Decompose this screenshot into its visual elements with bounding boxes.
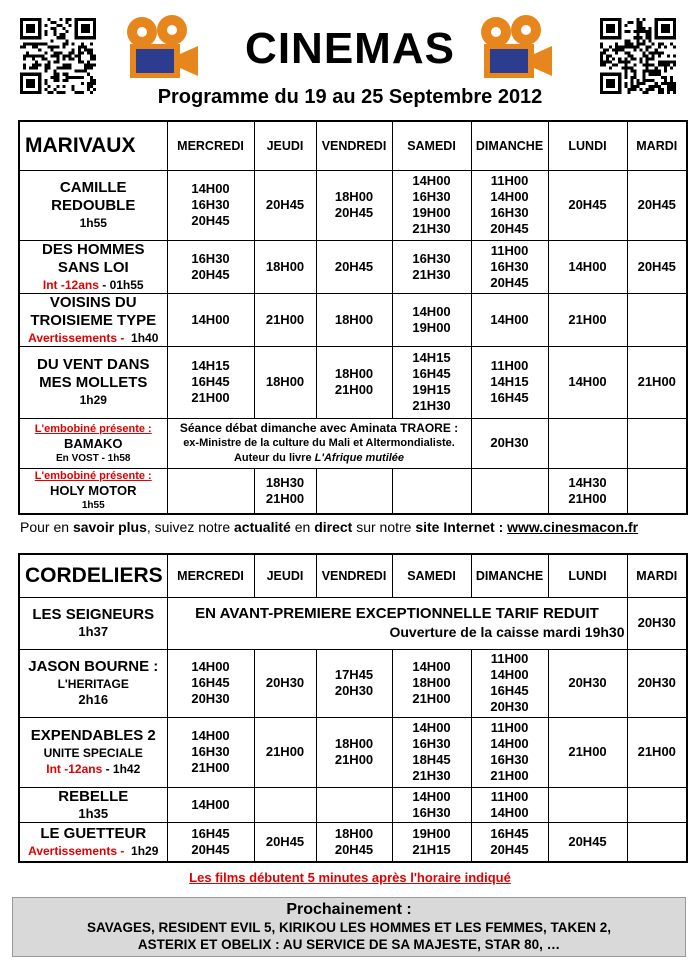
showtime-cell [471,468,548,514]
showtime-cell: 18H00 21H00 [316,717,392,787]
showtime-cell: 16H30 20H45 [167,240,254,293]
showtime-cell: 21H00 [548,293,627,346]
film-cell [19,293,167,346]
film-title: LE GUETTEUR [40,824,147,842]
showtime-cell: 14H00 18H00 21H00 [392,649,471,717]
showtime-cell: 20H30 [627,597,687,649]
showtime-cell: 20H45 [254,170,316,240]
showtime-cell: 20H45 [548,822,627,862]
film-duration: 1h55 [79,216,107,230]
film-title: JASON BOURNE : [28,658,159,675]
film-row [19,240,687,293]
showtime-cell [316,468,392,514]
rating-label: Int -12ans [42,277,99,292]
cinema-name: MARIVAUX [19,121,167,170]
page-title: CINEMAS [245,24,455,73]
showtime-cell: 18H00 20H45 [316,822,392,862]
showtime-cell [548,787,627,822]
film-cell [19,346,167,418]
showtime-cell: 14H15 16H45 21H00 [167,346,254,418]
showtime-cell: 20H30 [471,418,548,468]
showtime-cell: 18H30 21H00 [254,468,316,514]
banner-line: Ouverture de la caisse mardi 19h30 [389,624,625,640]
showtime-cell: 14H00 16H30 19H00 21H30 [392,170,471,240]
film-title: BAMAKO [64,435,123,451]
film-title: CAMILLE REDOUBLE [51,179,136,214]
showtime-cell: 18H00 [254,240,316,293]
showtime-cell: 21H00 [254,293,316,346]
coming-soon-box [12,897,686,957]
presenter-label: L'embobiné présente : [34,470,152,483]
start-time-warning: Les films débutent 5 minutes après l'horaire indiqué [189,870,511,885]
day-header: MERCREDI [167,554,254,597]
showtime-cell: 11H00 16H30 20H45 [471,240,548,293]
day-header: VENDREDI [316,121,392,170]
showtime-cell [627,468,687,514]
film-duration: 1h40 [124,330,159,345]
showtime-cell [167,468,254,514]
film-meta [22,692,165,708]
film-row [19,649,687,717]
day-header: SAMEDI [392,554,471,597]
showtime-cell: 14H00 [167,293,254,346]
film-cell [19,649,167,717]
showtime-cell: 14H00 [167,787,254,822]
info-text: Pour en [20,519,73,535]
film-title: LES SEIGNEURS [32,606,155,623]
showtime-cell: 16H30 21H30 [392,240,471,293]
rating-label: Avertissements - [28,330,125,345]
showtime-cell [316,787,392,822]
showtime-cell: 14H30 21H00 [548,468,627,514]
day-header: MERCREDI [167,121,254,170]
info-bold: direct [314,519,353,535]
film-row [19,418,687,468]
showtime-cell [392,468,471,514]
showtime-cell: 14H15 16H45 19H15 21H30 [392,346,471,418]
showtime-cell [548,418,627,468]
coming-soon-heading: Prochainement : [286,901,412,918]
film-duration: 2h16 [78,692,109,707]
note-line [170,451,469,466]
film-duration: 1h35 [78,805,109,821]
showtime-cell: 21H00 [548,717,627,787]
film-cell [19,787,167,822]
film-title: REBELLE [58,787,129,805]
showtime-cell: 21H00 [254,717,316,787]
film-title: DU VENT DANS MES MOLLETS [36,356,150,391]
showtime-cell: 20H45 [627,240,687,293]
film-title: EXPENDABLES 2 [30,727,156,744]
website-link[interactable]: www.cinesmacon.fr [507,519,639,535]
header-row [19,121,687,170]
showtime-cell [627,293,687,346]
showtime-cell: 20H30 [548,649,627,717]
coming-soon-line: ASTERIX ET OBELIX : AU SERVICE DE SA MAJESTE, STAR 80, … [137,937,561,952]
film-row [19,822,687,862]
film-title: VOISINS DU TROISIEME TYPE [30,293,157,329]
showtime-cell: 20H30 [254,649,316,717]
book-title: L'Afrique mutilée [314,451,405,464]
film-meta [22,392,165,408]
film-duration: 1h29 [124,843,159,858]
showtime-cell: 20H45 [627,170,687,240]
film-cell [19,468,167,514]
showtime-cell: 14H00 [471,293,548,346]
film-meta [22,277,165,293]
film-row [19,468,687,514]
day-header: JEUDI [254,121,316,170]
showtime-cell: 21H00 [627,346,687,418]
rating-label: Int -12ans [46,762,103,776]
info-bold: savoir plus [72,519,147,535]
film-meta: 1h55 [81,500,105,512]
day-header: JEUDI [254,554,316,597]
showtime-cell: 18H00 [316,293,392,346]
showtime-cell: 14H00 16H30 [392,787,471,822]
showtime-cell: 18H00 20H45 [316,170,392,240]
day-header: SAMEDI [392,121,471,170]
film-cell [19,597,167,649]
day-header: DIMANCHE [471,121,548,170]
showtime-cell: 20H45 [548,170,627,240]
website-info [20,519,680,535]
programme-dates: Programme du 19 au 25 Septembre 2012 [157,86,543,108]
film-subtitle: L'HERITAGE [57,677,129,691]
showtime-cell [627,418,687,468]
film-meta [22,761,165,777]
coming-soon-line: SAVAGES, RESIDENT EVIL 5, KIRIKOU LES HOMMES ET LES FEMMES, TAKEN 2, [86,920,612,935]
showtime-cell: 11H00 14H00 16H30 20H45 [471,170,548,240]
showtime-cell: 21H00 [627,717,687,787]
showtime-cell: 20H30 [627,649,687,717]
film-row [19,597,687,649]
film-cell [19,822,167,862]
info-text: en [290,519,315,535]
rating-label: Avertissements - [28,843,125,858]
film-duration: 1h29 [79,393,107,407]
film-cell [19,418,167,468]
showtime-cell: 17H45 20H30 [316,649,392,717]
showtime-cell: 16H45 20H45 [471,822,548,862]
film-duration: - 01h55 [98,277,144,292]
day-header: MARDI [627,554,687,597]
header-row [19,554,687,597]
note-line: ex-Ministre de la culture du Mali et Altermondialiste. [183,436,455,449]
film-cell [19,240,167,293]
info-bold: site Internet : [415,519,504,535]
showtime-cell: 14H00 19H00 [392,293,471,346]
showtime-cell: 14H00 [548,240,627,293]
showtime-cell [627,787,687,822]
note-text: Auteur du livre [233,451,315,464]
film-cell [19,170,167,240]
film-row [19,346,687,418]
film-meta: 1h37 [78,624,109,639]
showtime-cell: 20H45 [316,240,392,293]
film-row [19,717,687,787]
showtime-cell [254,787,316,822]
day-header: LUNDI [548,121,627,170]
showtime-cell: 18H00 [254,346,316,418]
showtime-cell: 11H00 14H15 16H45 [471,346,548,418]
film-row [19,787,687,822]
info-text: sur notre [352,519,416,535]
film-meta [22,215,165,231]
day-header: MARDI [627,121,687,170]
marivaux-schedule-table [18,120,688,515]
cordeliers-schedule-table [18,553,688,863]
showtime-cell [627,822,687,862]
film-meta [22,806,165,822]
showtime-cell: 11H00 14H00 [471,787,548,822]
cinema-name: CORDELIERS [19,554,167,597]
day-header: DIMANCHE [471,554,548,597]
info-bold: actualité [234,519,291,535]
showtime-cell: 16H45 20H45 [167,822,254,862]
film-row [19,293,687,346]
film-meta [22,330,165,346]
banner-line: EN AVANT-PREMIERE EXCEPTIONNELLE TARIF REDUIT [195,605,599,622]
presenter-label: L'embobiné présente : [34,422,152,435]
film-meta: En VOST - 1h58 [56,452,131,464]
film-title: HOLY MOTOR [50,483,137,499]
film-subtitle: UNITE SPECIALE [43,746,143,760]
showtime-cell: 14H00 16H30 20H45 [167,170,254,240]
film-row [19,170,687,240]
premiere-banner [167,597,627,649]
showtime-cell: 20H45 [254,822,316,862]
day-header: LUNDI [548,554,627,597]
film-title: DES HOMMES SANS LOI [41,240,145,276]
showtime-cell: 14H00 [548,346,627,418]
showtime-cell: 11H00 14H00 16H45 20H30 [471,649,548,717]
showtime-cell: 18H00 21H00 [316,346,392,418]
debate-note [167,418,471,468]
showtime-cell: 11H00 14H00 16H30 21H00 [471,717,548,787]
showtime-cell: 14H00 16H30 21H00 [167,717,254,787]
film-cell [19,717,167,787]
day-header: VENDREDI [316,554,392,597]
showtime-cell: 14H00 16H45 20H30 [167,649,254,717]
showtime-cell: 19H00 21H15 [392,822,471,862]
film-meta [22,843,165,859]
note-line: Séance débat dimanche avec Aminata TRAORE : [179,420,459,435]
showtime-cell: 14H00 16H30 18H45 21H30 [392,717,471,787]
info-text: , suivez notre [146,519,235,535]
film-duration: - 1h42 [102,762,141,776]
